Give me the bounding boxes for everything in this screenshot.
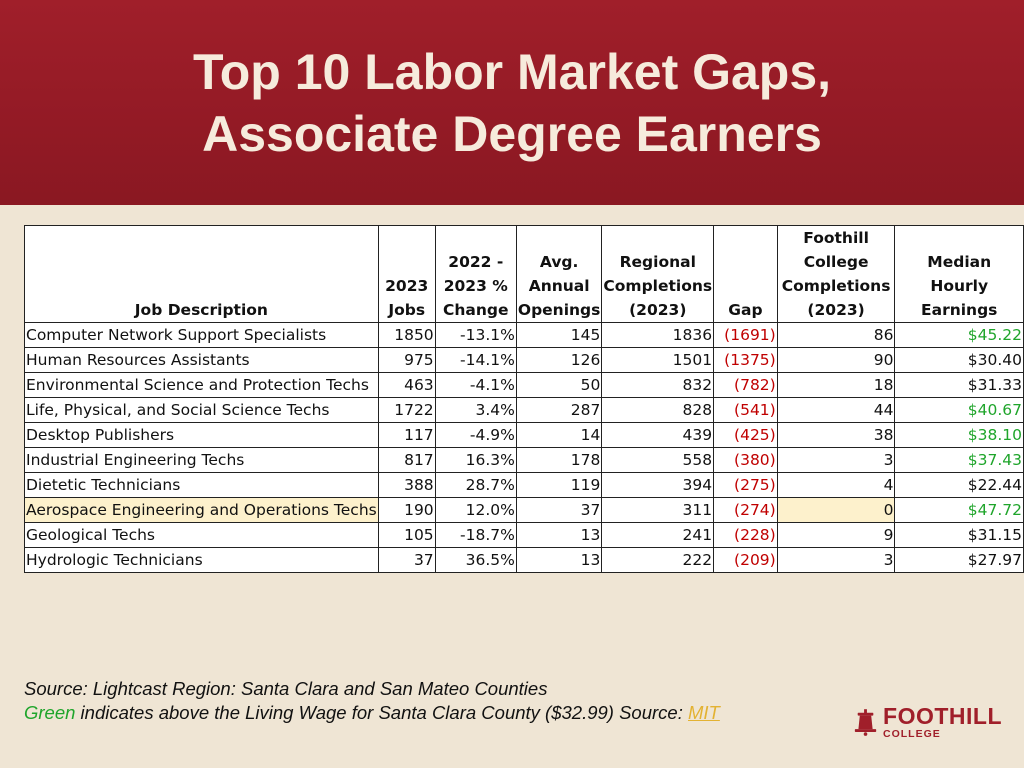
table-row [25,498,1024,523]
median-earnings-cell: $31.15 [895,523,1024,548]
job-description-cell: Life, Physical, and Social Science Techs [25,398,379,423]
source-line-2 [24,701,720,725]
jobs-2023-cell: 1850 [378,323,435,348]
percent-change-cell: -14.1% [435,348,516,373]
header-annual-openings: Avg. Annual Openings [516,226,602,323]
gap-cell: (228) [714,523,778,548]
percent-change-cell: 36.5% [435,548,516,573]
annual-openings-cell: 13 [516,548,602,573]
annual-openings-cell: 119 [516,473,602,498]
foothill-completions-cell: 86 [777,323,895,348]
regional-completions-cell: 394 [602,473,714,498]
jobs-2023-cell: 37 [378,548,435,573]
regional-completions-cell: 439 [602,423,714,448]
foothill-completions-cell: 3 [777,548,895,573]
foothill-completions-cell: 0 [777,498,895,523]
regional-completions-cell: 241 [602,523,714,548]
job-description-cell: Geological Techs [25,523,379,548]
median-earnings-cell: $27.97 [895,548,1024,573]
page-title-line-1: Top 10 Labor Market Gaps, [192,43,832,100]
green-legend-word: Green [24,702,76,723]
percent-change-cell: -4.1% [435,373,516,398]
foothill-completions-cell: 3 [777,448,895,473]
header-2023-jobs: 2023 Jobs [378,226,435,323]
table-row [25,448,1024,473]
header-job-description: Job Description [25,226,379,323]
header-foothill-completions: Foothill College Completions (2023) [777,226,895,323]
gap-cell: (209) [714,548,778,573]
job-description-cell: Industrial Engineering Techs [25,448,379,473]
percent-change-cell: 12.0% [435,498,516,523]
percent-change-cell: -13.1% [435,323,516,348]
table-row [25,423,1024,448]
annual-openings-cell: 14 [516,423,602,448]
source-line-1: Source: Lightcast Region: Santa Clara and San Mateo Counties [24,678,548,699]
percent-change-cell: 3.4% [435,398,516,423]
annual-openings-cell: 126 [516,348,602,373]
jobs-2023-cell: 1722 [378,398,435,423]
foothill-completions-cell: 44 [777,398,895,423]
annual-openings-cell: 287 [516,398,602,423]
regional-completions-cell: 311 [602,498,714,523]
job-description-cell: Desktop Publishers [25,423,379,448]
page-title-line-2: Associate Degree Earners [202,105,822,162]
job-description-cell: Dietetic Technicians [25,473,379,498]
regional-completions-cell: 832 [602,373,714,398]
percent-change-cell: -18.7% [435,523,516,548]
annual-openings-cell: 50 [516,373,602,398]
job-description-cell: Hydrologic Technicians [25,548,379,573]
job-description-cell: Aerospace Engineering and Operations Techs [25,498,379,523]
foothill-logo [852,700,1002,744]
median-earnings-cell: $40.67 [895,398,1024,423]
table-header-row [25,226,1024,323]
gap-cell: (1691) [714,323,778,348]
jobs-2023-cell: 817 [378,448,435,473]
regional-completions-cell: 222 [602,548,714,573]
table-row [25,523,1024,548]
gap-cell: (541) [714,398,778,423]
percent-change-cell: -4.9% [435,423,516,448]
regional-completions-cell: 828 [602,398,714,423]
job-description-cell: Human Resources Assistants [25,348,379,373]
annual-openings-cell: 178 [516,448,602,473]
regional-completions-cell: 1836 [602,323,714,348]
table-row [25,548,1024,573]
jobs-2023-cell: 117 [378,423,435,448]
foothill-completions-cell: 90 [777,348,895,373]
median-earnings-cell: $45.22 [895,323,1024,348]
title-band [0,0,1024,205]
foothill-completions-cell: 18 [777,373,895,398]
table-row [25,348,1024,373]
percent-change-cell: 28.7% [435,473,516,498]
jobs-2023-cell: 105 [378,523,435,548]
header-percent-change: 2022 - 2023 % Change [435,226,516,323]
table-body [25,323,1024,573]
header-regional-completions: Regional Completions (2023) [602,226,714,323]
header-median-earnings: Median Hourly Earnings [895,226,1024,323]
annual-openings-cell: 145 [516,323,602,348]
annual-openings-cell: 13 [516,523,602,548]
median-earnings-cell: $38.10 [895,423,1024,448]
median-earnings-cell: $37.43 [895,448,1024,473]
regional-completions-cell: 558 [602,448,714,473]
table-row [25,323,1024,348]
logo-wordmark: FOOTHILL [883,703,1002,729]
living-wage-note: indicates above the Living Wage for Santa Clara County ($32.99) Source: [75,702,688,723]
jobs-2023-cell: 975 [378,348,435,373]
gap-cell: (782) [714,373,778,398]
foothill-completions-cell: 4 [777,473,895,498]
table-row [25,373,1024,398]
foothill-bell-icon [852,702,879,742]
logo-subtitle: COLLEGE [883,728,941,740]
gap-cell: (275) [714,473,778,498]
labor-gap-table [24,225,1024,573]
job-description-cell: Environmental Science and Protection Techs [25,373,379,398]
median-earnings-cell: $30.40 [895,348,1024,373]
jobs-2023-cell: 190 [378,498,435,523]
jobs-2023-cell: 463 [378,373,435,398]
foothill-completions-cell: 9 [777,523,895,548]
gap-cell: (1375) [714,348,778,373]
gap-cell: (274) [714,498,778,523]
job-description-cell: Computer Network Support Specialists [25,323,379,348]
percent-change-cell: 16.3% [435,448,516,473]
regional-completions-cell: 1501 [602,348,714,373]
median-earnings-cell: $31.33 [895,373,1024,398]
source-note [24,677,720,725]
gap-cell: (425) [714,423,778,448]
foothill-completions-cell: 38 [777,423,895,448]
table-row [25,473,1024,498]
header-gap: Gap [714,226,778,323]
table-row [25,398,1024,423]
annual-openings-cell: 37 [516,498,602,523]
median-earnings-cell: $47.72 [895,498,1024,523]
mit-source-link[interactable]: MIT [688,702,720,723]
gap-cell: (380) [714,448,778,473]
median-earnings-cell: $22.44 [895,473,1024,498]
jobs-2023-cell: 388 [378,473,435,498]
